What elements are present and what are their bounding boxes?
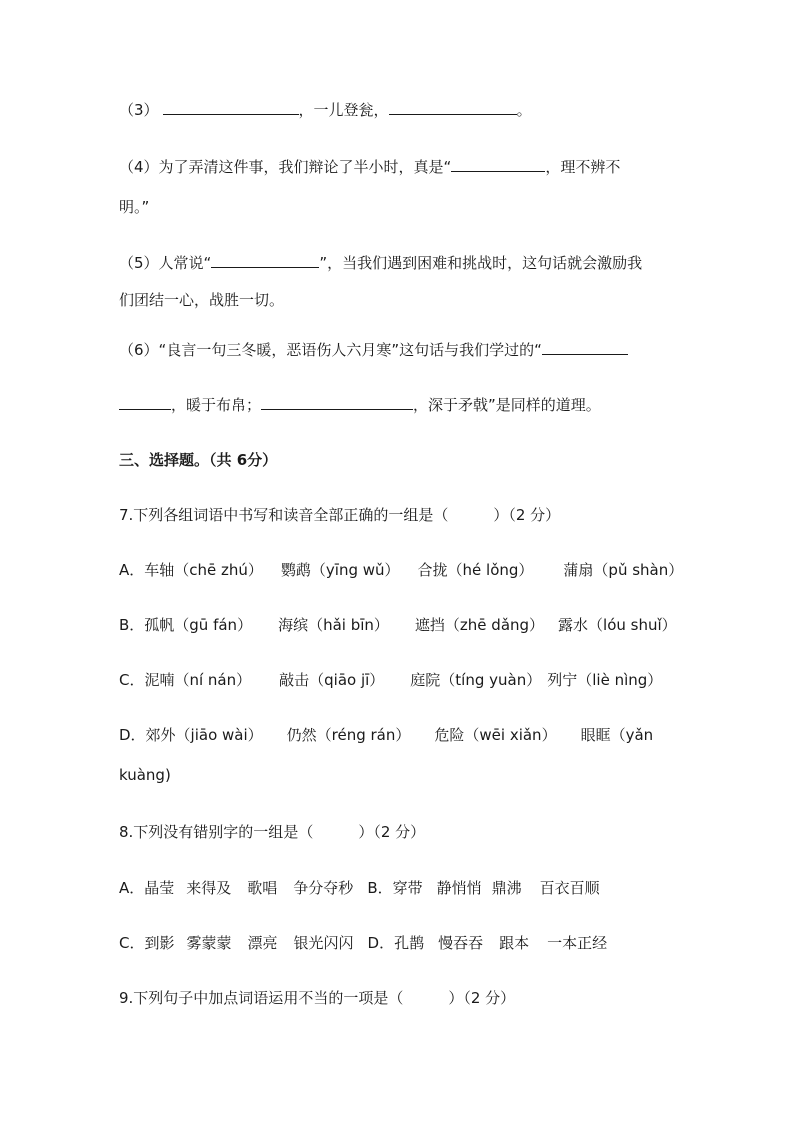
- question-7-option-b[interactable]: [119, 615, 677, 635]
- option-item: 歌唱: [247, 879, 278, 897]
- option-item: C．泥喃（ní nán）: [119, 671, 252, 689]
- question-7-option-a[interactable]: [119, 560, 683, 580]
- option-item: 慢吞吞: [438, 934, 484, 952]
- question-text: 们团结一心，战胜一切。: [119, 291, 285, 309]
- question-8-row-1[interactable]: [119, 878, 600, 898]
- fill-blank[interactable]: [211, 253, 319, 268]
- option-item: 雾蒙蒙: [186, 934, 232, 952]
- option-item: 争分夺秒: [293, 879, 354, 897]
- question-7-stem: [119, 505, 560, 525]
- question-4-line-1: [119, 157, 620, 177]
- question-6-line-2: [119, 395, 601, 415]
- question-text: （6）“良言一句三冬暖，恶语伤人六月寒”这句话与我们学过的“: [119, 341, 542, 359]
- question-6-line-1: [119, 340, 628, 360]
- question-number: （3）: [119, 101, 159, 119]
- question-text: 7.下列各组词语中书写和读音全部正确的一组是（ ）（2 分）: [119, 506, 561, 524]
- option-item: 海缤（hǎi bīn）: [278, 616, 389, 634]
- question-text: ，深于矛戟”是同样的道理。: [413, 396, 601, 414]
- option-item: 蒲扇（pǔ shàn）: [563, 561, 684, 579]
- question-8-stem: [119, 822, 425, 842]
- option-item: 漂亮: [247, 934, 278, 952]
- question-7-option-d-cont: [119, 765, 171, 785]
- fill-blank[interactable]: [261, 395, 413, 410]
- option-item: 银光闪闪: [293, 934, 354, 952]
- option-item: 庭院（tíng yuàn）: [410, 671, 542, 689]
- question-text: ，暖于布帛；: [171, 396, 262, 414]
- question-text: 9.下列句子中加点词语运用不当的一项是（ ）（2 分）: [119, 989, 516, 1007]
- question-7-option-c[interactable]: [119, 670, 662, 690]
- option-item: D．孔鹊: [367, 934, 425, 952]
- fill-blank[interactable]: [451, 157, 545, 172]
- question-text: ，一儿登瓮，: [298, 101, 389, 119]
- question-text: 8.下列没有错别字的一组是（ ）（2 分）: [119, 823, 426, 841]
- option-item: B．孤帆（gū fán）: [119, 616, 253, 634]
- option-item: 一本正经: [547, 934, 608, 952]
- option-item: C．到影: [119, 934, 175, 952]
- option-item: kuàng): [119, 766, 171, 784]
- question-9-stem: [119, 988, 515, 1008]
- section-3-heading: [119, 450, 277, 470]
- option-item: D．郊外（jiāo wài）: [119, 726, 263, 744]
- question-text: 明。”: [119, 198, 150, 216]
- fill-blank[interactable]: [542, 340, 628, 355]
- question-text: ”，当我们遇到困难和挑战时，这句话就会激励我: [319, 254, 643, 272]
- question-text: 。: [516, 101, 532, 119]
- option-item: 遮挡（zhē dǎng）: [414, 616, 545, 634]
- option-item: 露水（lóu shuǐ）: [558, 616, 677, 634]
- option-item: 列宁（liè nìng）: [547, 671, 663, 689]
- option-item: 敲击（qiāo jī）: [279, 671, 385, 689]
- section-title: 三、选择题。（共 6分）: [119, 451, 278, 469]
- option-item: 危险（wēi xiǎn）: [434, 726, 557, 744]
- option-item: A．车轴（chē zhú）: [119, 561, 263, 579]
- fill-blank[interactable]: [119, 395, 171, 410]
- option-item: 合拢（hé lǒng）: [417, 561, 534, 579]
- question-text: （4）为了弄清这件事，我们辩论了半小时，真是“: [119, 158, 452, 176]
- fill-blank[interactable]: [163, 100, 299, 115]
- option-item: 百衣百顺: [539, 879, 600, 897]
- option-item: B．穿带: [367, 879, 423, 897]
- question-text: （5）人常说“: [119, 254, 212, 272]
- question-text: ，理不辨不: [545, 158, 621, 176]
- option-item: 鼎沸: [491, 879, 522, 897]
- question-5-line-2: [119, 290, 284, 310]
- option-item: 来得及: [186, 879, 232, 897]
- option-item: 鹦鹉（yīng wǔ）: [280, 561, 400, 579]
- question-3-line: [119, 100, 532, 120]
- fill-blank[interactable]: [389, 100, 517, 115]
- question-5-line-1: [119, 253, 642, 273]
- option-item: 跟本: [499, 934, 530, 952]
- option-item: 眼眶（yǎn: [580, 726, 654, 744]
- option-item: A．晶莹: [119, 879, 175, 897]
- question-7-option-d[interactable]: [119, 725, 653, 745]
- question-4-line-2: [119, 197, 149, 217]
- option-item: 仍然（réng rán）: [286, 726, 411, 744]
- option-item: 静悄悄: [436, 879, 482, 897]
- question-8-row-2[interactable]: [119, 933, 607, 953]
